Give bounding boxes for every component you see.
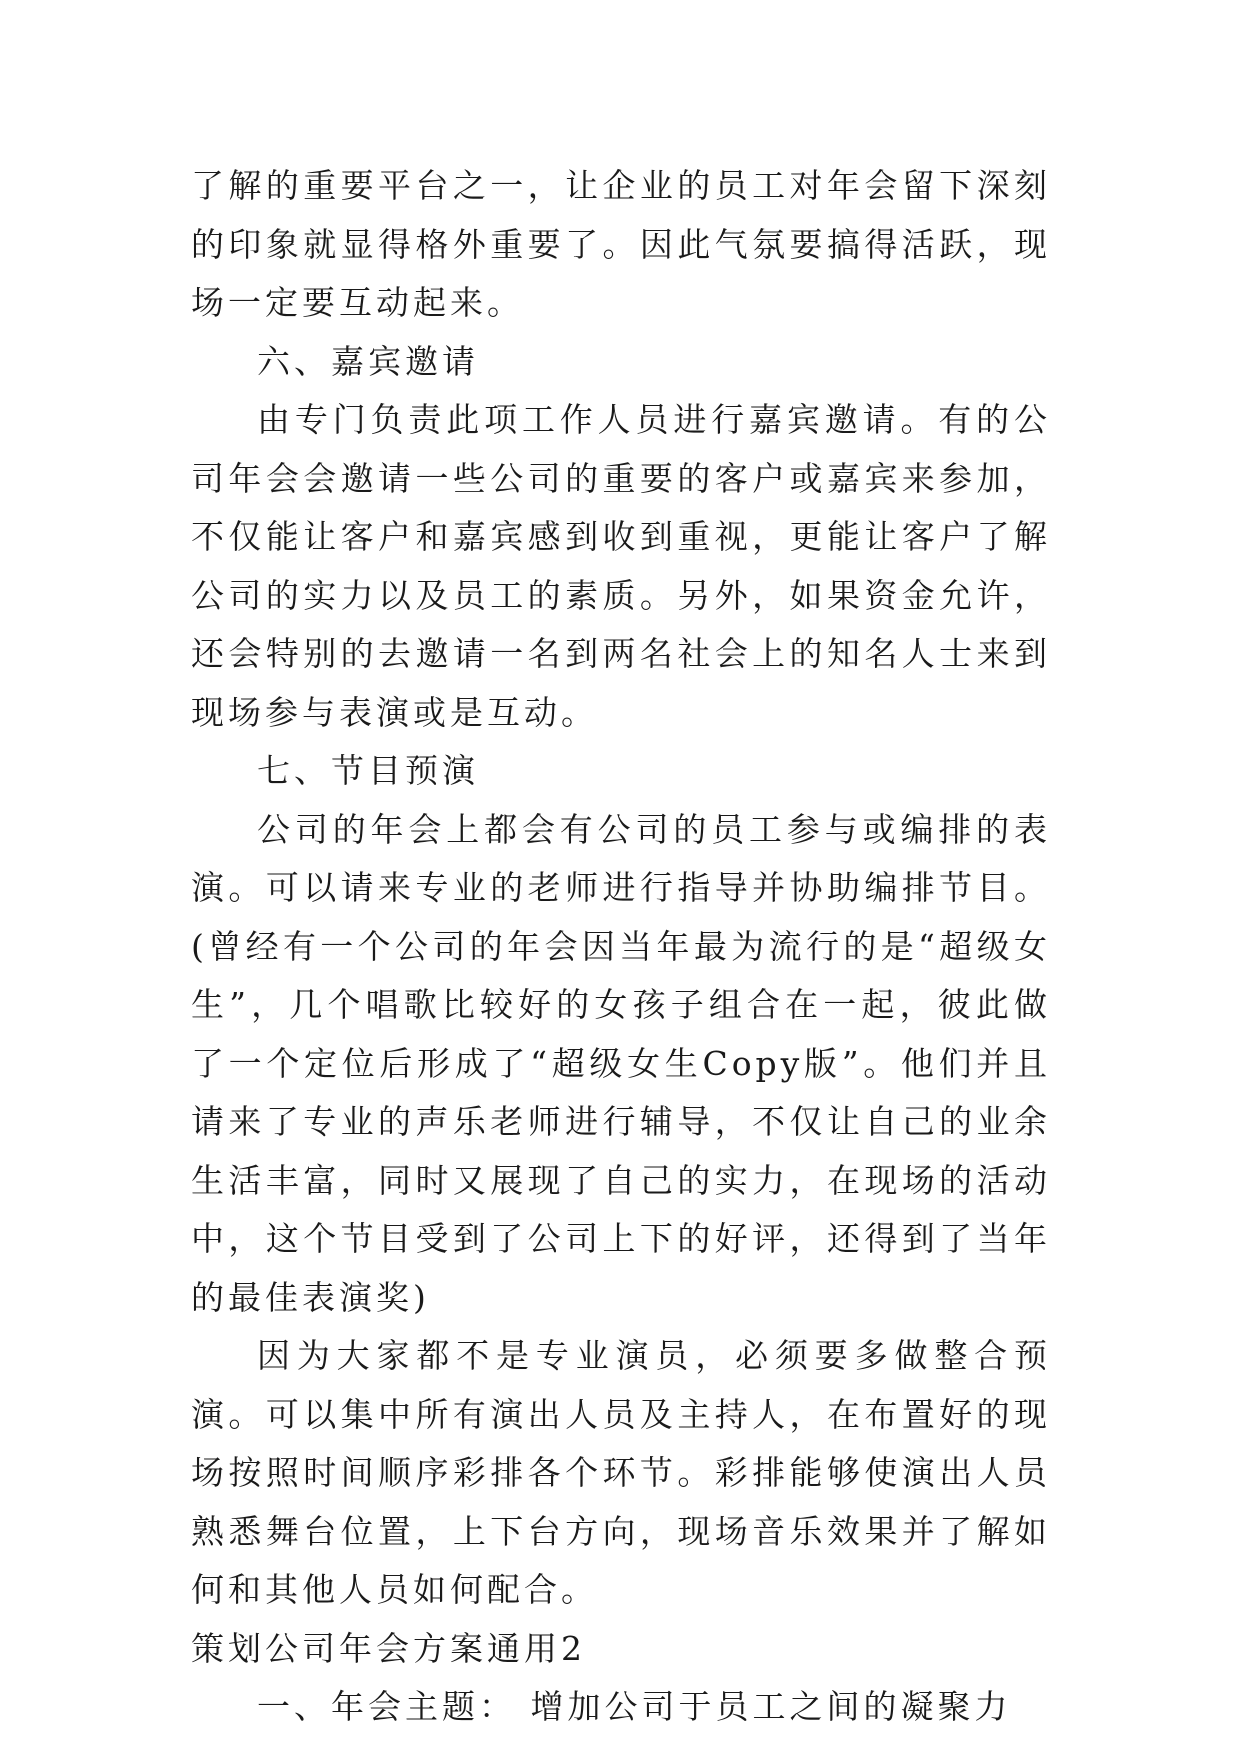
- paragraph-continuation: 了解的重要平台之一，让企业的员工对年会留下深刻的印象就显得格外重要了。因此气氛要搞得活跃，现场一定要互动起来。: [191, 166, 1051, 322]
- section-heading-guest-invitation: 六、嘉宾邀请: [257, 341, 479, 381]
- paragraph-program-performance: 公司的年会上都会有公司的员工参与或编排的表演。可以请来专业的老师进行指导并协助编排节目。(曾经有一个公司的年会因当年最为流行的是“超级女生”，几个唱歌比较好的女孩子组合在一起，彼此做了一个定位后形成了“超级女生Copy版”。他们并且请来了专业的声乐老师进行辅导，不仅让自己的业余生活丰富，同时又展现了自己的实力，在现场的活动中，这个节目受到了公司上下的好评，还得到了当年的最佳表演奖): [191, 809, 1051, 1317]
- document-subtitle: 策划公司年会方案通用2: [191, 1628, 586, 1668]
- document-body: [191, 157, 1051, 1737]
- section-heading-program-rehearsal: 七、节目预演: [257, 751, 479, 790]
- paragraph-guest-invitation: 由专门负责此项工作人员进行嘉宾邀请。有的公司年会会邀请一些公司的重要的客户或嘉宾来参加，不仅能让客户和嘉宾感到收到重视，更能让客户了解公司的实力以及员工的素质。另外，如果资金允许，还会特别的去邀请一名到两名社会上的知名人士来到现场参与表演或是互动。: [191, 400, 1051, 732]
- section-heading-annual-theme: 一、年会主题： 增加公司于员工之间的凝聚力: [257, 1687, 1012, 1726]
- paragraph-rehearsal-detail: 因为大家都不是专业演员，必须要多做整合预演。可以集中所有演出人员及主持人，在布置好的现场按照时间顺序彩排各个环节。彩排能够使演出人员熟悉舞台位置，上下台方向，现场音乐效果并了解如何和其他人员如何配合。: [191, 1336, 1051, 1609]
